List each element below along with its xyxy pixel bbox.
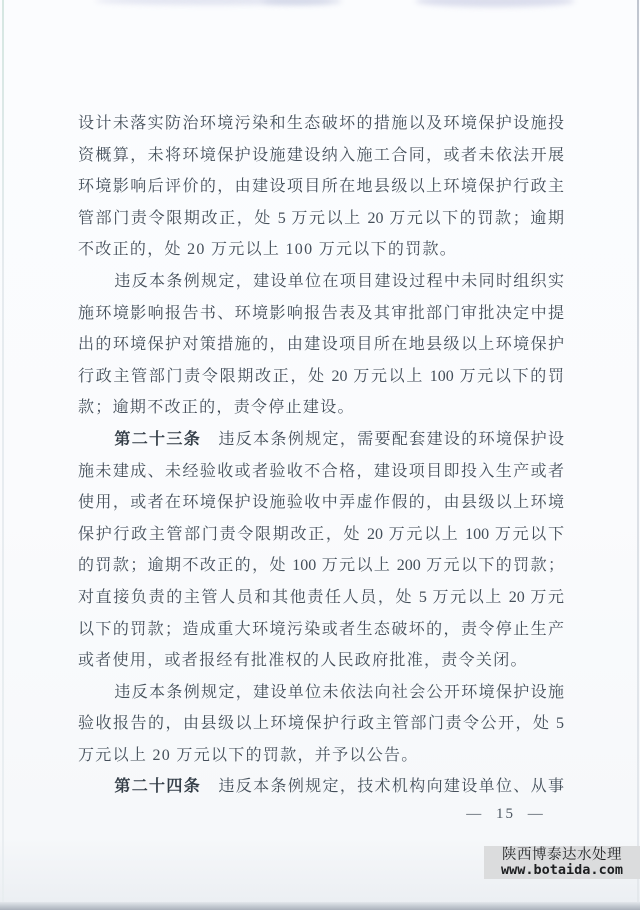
scan-smudge xyxy=(415,0,575,7)
scan-edge-left xyxy=(2,0,4,910)
text-line: 资概算，未将环境保护设施建设纳入施工合同，或者未依法开展 xyxy=(78,146,564,164)
watermark-badge xyxy=(484,846,640,879)
scan-edge-right xyxy=(637,0,639,910)
watermark-url: www.botaida.com xyxy=(501,862,623,878)
text-line: 对直接负责的主管人员和其他责任人员，处 5 万元以上 20 万元 xyxy=(78,588,564,606)
text-line: 违反本条例规定，建设单位在项目建设过程中未同时组织实 xyxy=(78,266,564,298)
text-line: 设计未落实防治环境污染和生态破坏的措施以及环境保护设施投 xyxy=(78,115,564,132)
article-heading: 第二十三条 xyxy=(113,430,202,448)
text-line: 的罚款；逾期不改正的，处 100 万元以上 200 万元以下的罚款； xyxy=(78,557,564,575)
text-line: 第二十四条 违反本条例规定，技术机构向建设单位、从事 xyxy=(78,771,564,803)
text-line: 或者使用，或者报经有批准权的人民政府批准，责令关闭。 xyxy=(78,652,528,670)
text-line: 以下的罚款；造成重大环境污染或者生态破坏的，责令停止生产 xyxy=(78,620,564,638)
text-line: 万元以上 20 万元以下的罚款，并予以公告。 xyxy=(78,746,419,764)
text-line: 行政主管部门责令限期改正，处 20 万元以上 100 万元以下的罚 xyxy=(78,367,564,385)
scan-edge-bottom xyxy=(0,902,640,910)
paragraph-indent xyxy=(78,443,113,444)
text-line: 违反本条例规定，建设单位未依法向社会公开环境保护设施 xyxy=(78,677,564,709)
paragraph-indent xyxy=(78,285,113,286)
text-line: 施环境影响报告书、环境影响报告表及其审批部门审批决定中提 xyxy=(78,304,564,322)
text-line: 款；逾期不改正的，责令停止建设。 xyxy=(78,399,355,417)
text-line: 环境影响后评价的，由建设项目所在地县级以上环境保护行政主 xyxy=(78,178,564,196)
text-line: 施未建成、未经验收或者验收不合格，建设项目即投入生产或者 xyxy=(78,462,564,480)
paragraph-indent xyxy=(78,790,113,791)
text-line: 保护行政主管部门责令限期改正，处 20 万元以上 100 万元以下 xyxy=(78,525,564,543)
watermark-company-name: 陕西博泰达水处理 xyxy=(502,847,622,863)
text-line: 使用，或者在环境保护设施验收中弄虚作假的，由县级以上环境 xyxy=(78,494,564,512)
text-line: 第二十三条 违反本条例规定，需要配套建设的环境保护设 xyxy=(78,424,564,456)
paragraph-indent xyxy=(78,696,113,697)
text-line: 管部门责令限期改正，处 5 万元以上 20 万元以下的罚款；逾期 xyxy=(78,209,564,227)
text-line: 出的环境保护对策措施的，由建设项目所在地县级以上环境保护 xyxy=(78,336,564,354)
text-line: 不改正的，处 20 万元以上 100 万元以下的罚款。 xyxy=(78,241,458,259)
text-line: 验收报告的，由县级以上环境保护行政主管部门责令公开，处 5 xyxy=(78,715,564,733)
document-text-block xyxy=(78,108,564,803)
page-number: — 15 — xyxy=(466,806,545,822)
article-heading: 第二十四条 xyxy=(113,778,202,796)
